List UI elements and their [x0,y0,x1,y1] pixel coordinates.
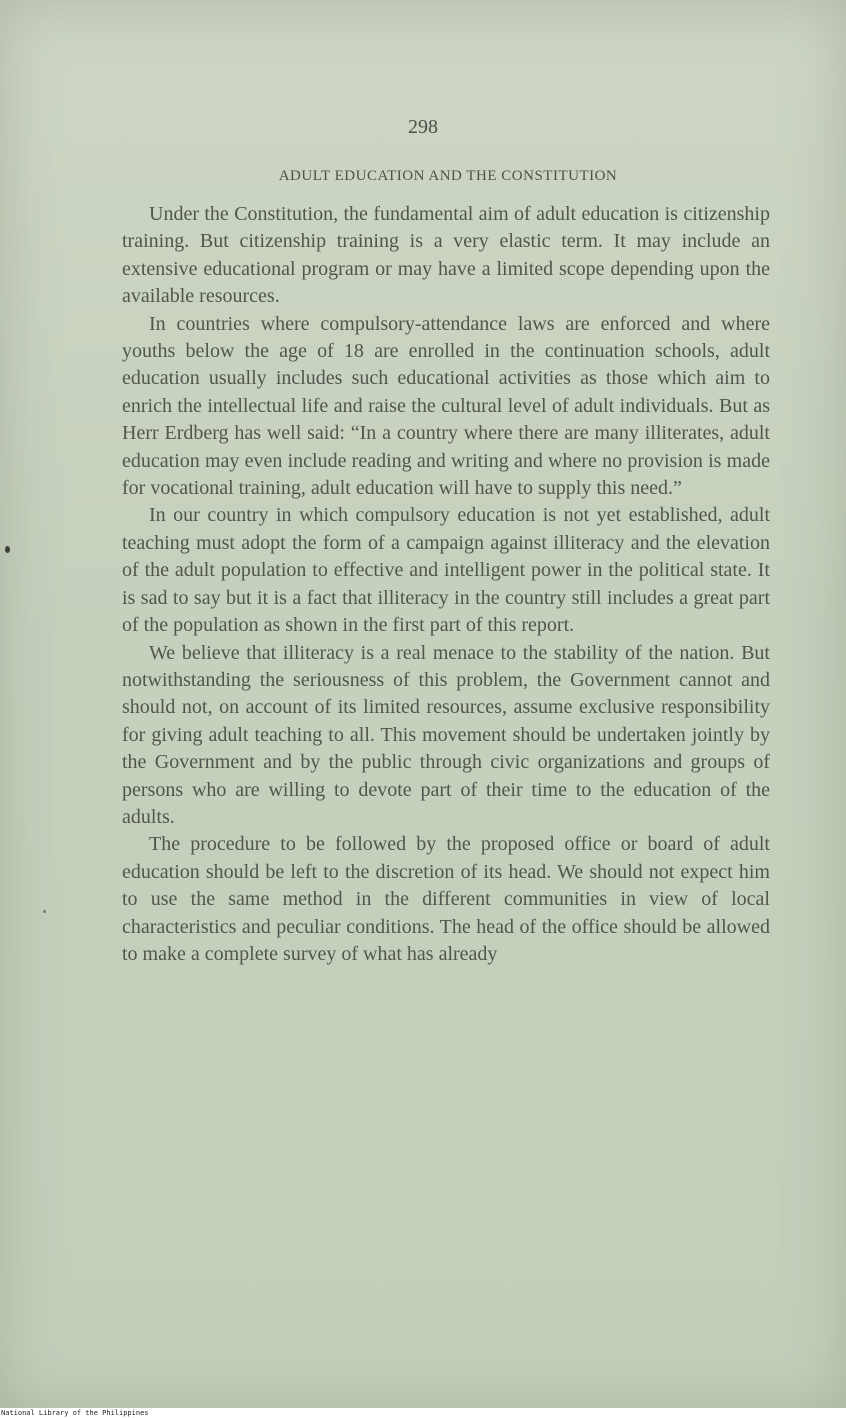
body-text [122,201,770,968]
scan-speck [5,546,10,553]
paragraph: Under the Constitution, the fundamental aim of adult education is citizenship training. But citizenship training is a very elastic term. It may include an extensive educational program or may have a limited scope depending upon the available resources. [122,203,770,308]
paragraph: We believe that illiteracy is a real menace to the stability of the nation. But notwithstanding the seriousness of this problem, the Government cannot and should not, on account of its limited resources, assume exclusive responsibility for giving adult teaching to all. This movement should be undertaken jointly by the Government and by the public through civic organizations and groups of persons who are willing to devote part of their time to the education of the adults. [122,641,770,828]
paragraph: In our country in which compulsory education is not yet established, adult teaching must adopt the form of a campaign against illiteracy and the elevation of the adult population to effective and intelligent power in the political state. It is sad to say but it is a fact that illiteracy in the country still includes a great part of the population as shown in the first part of this report. [122,504,770,637]
section-heading: ADULT EDUCATION AND THE CONSTITUTION [278,168,618,184]
scan-speck [43,910,46,913]
page-number: 298 [408,116,438,138]
paragraph: The procedure to be followed by the proposed office or board of adult education should be left to the discretion of its head. We should not expect him to use the same method in the different communities in view of local characteristics and peculiar conditions. The head of the office should be allowed to make a complete survey of what has already [122,833,770,965]
paragraph: In countries where compulsory-attendance laws are enforced and where youths below the age of 18 are enrolled in the continuation schools, adult education usually includes such educational activities as those which aim to enrich the intellectual life and raise the cultural level of adult individuals. But as Herr Erdberg has well said: “In a country where there are many illiterates, adult education may even include reading and writing and where no provision is made for vocational training, adult education will have to supply this need.” [122,312,770,500]
footer-credit: National Library of the Philippines [1,1409,149,1417]
